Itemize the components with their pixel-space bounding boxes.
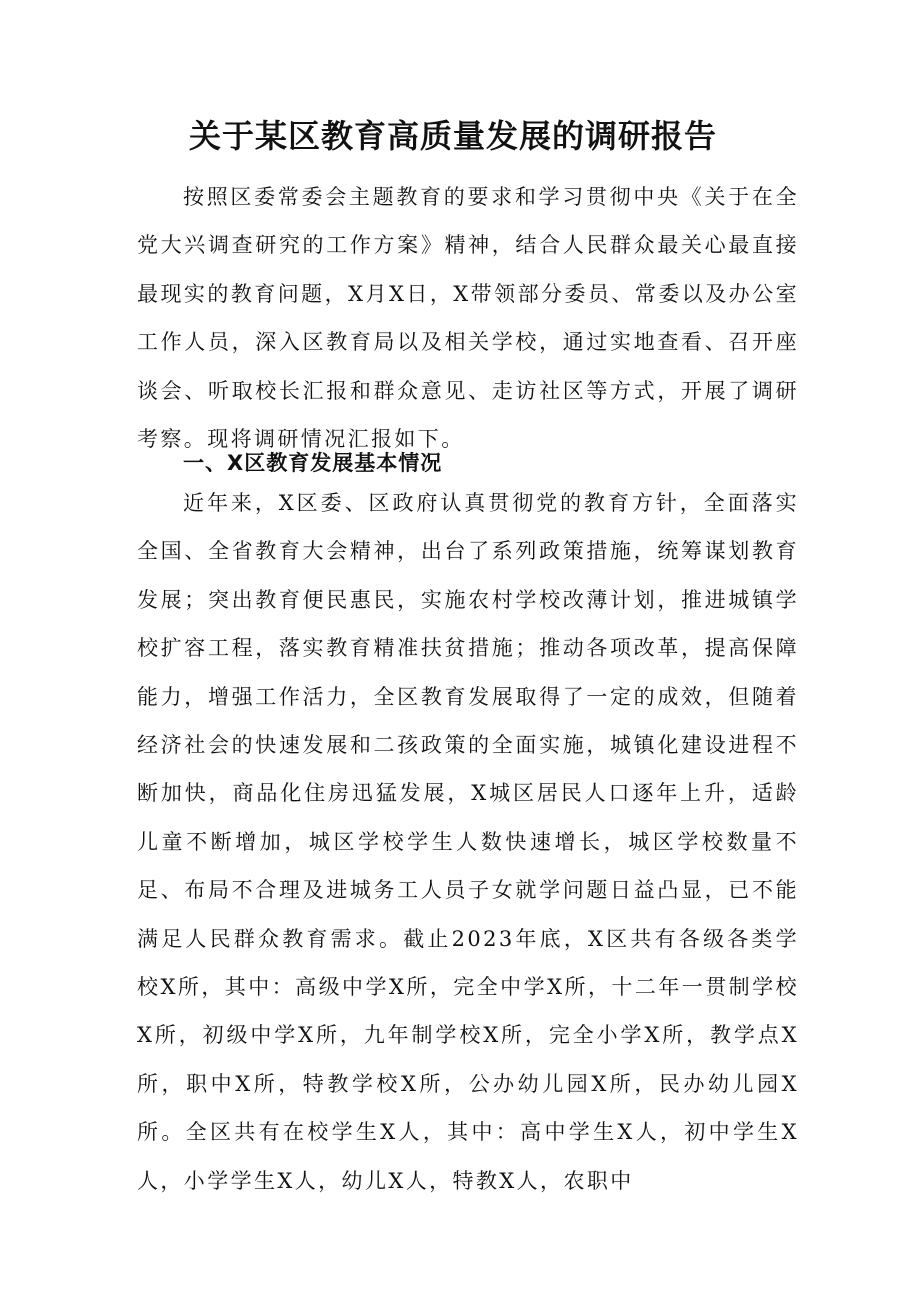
section-heading-1: 一、X区教育发展基本情况 — [183, 451, 443, 475]
document-title: 关于某区教育高质量发展的调研报告 — [188, 117, 717, 155]
paragraph-intro: 按照区委常委会主题教育的要求和学习贯彻中央《关于在全党大兴调查研究的工作方案》精神，结合人民群众最关心最直接最现实的教育问题，X月X日，X带领部分委员、常委以及办公室工作人员，深入区教育局以及相关学校，通过实地查看、召开座谈会、听取校长汇报和群众意见、走访社区等方式，开展了调研考察。现将调研情况汇报如下。 — [137, 185, 799, 452]
paragraph-basic-situation: 近年来，X区委、区政府认真贯彻党的教育方针，全面落实全国、全省教育大会精神，出台了系列政策措施，统筹谋划教育发展；突出教育便民惠民，实施农村学校改薄计划，推进城镇学校扩容工程，落实教育精准扶贫措施；推动各项改革，提高保障能力，增强工作活力，全区教育发展取得了一定的成效，但随着经济社会的快速发展和二孩政策的全面实施，城镇化建设进程不断加快，商品化住房迅猛发展，X城区居民人口逐年上升，适龄儿童不断增加，城区学校学生人数快速增长，城区学校数量不足、布局不合理及进城务工人员子女就学问题日益凸显，已不能满足人民群众教育需求。截止2023年底，X区共有各级各类学校X所，其中：高级中学X所，完全中学X所，十二年一贯制学校X所，初级中学X所，九年制学校X所，完全小学X所，教学点X所，职中X所，特教学校X所，公办幼儿园X所，民办幼儿园X所。全区共有在校学生X人，其中：高中学生X人，初中学生X人，小学学生X人，幼儿X人，特教X人，农职中 — [137, 491, 799, 1193]
